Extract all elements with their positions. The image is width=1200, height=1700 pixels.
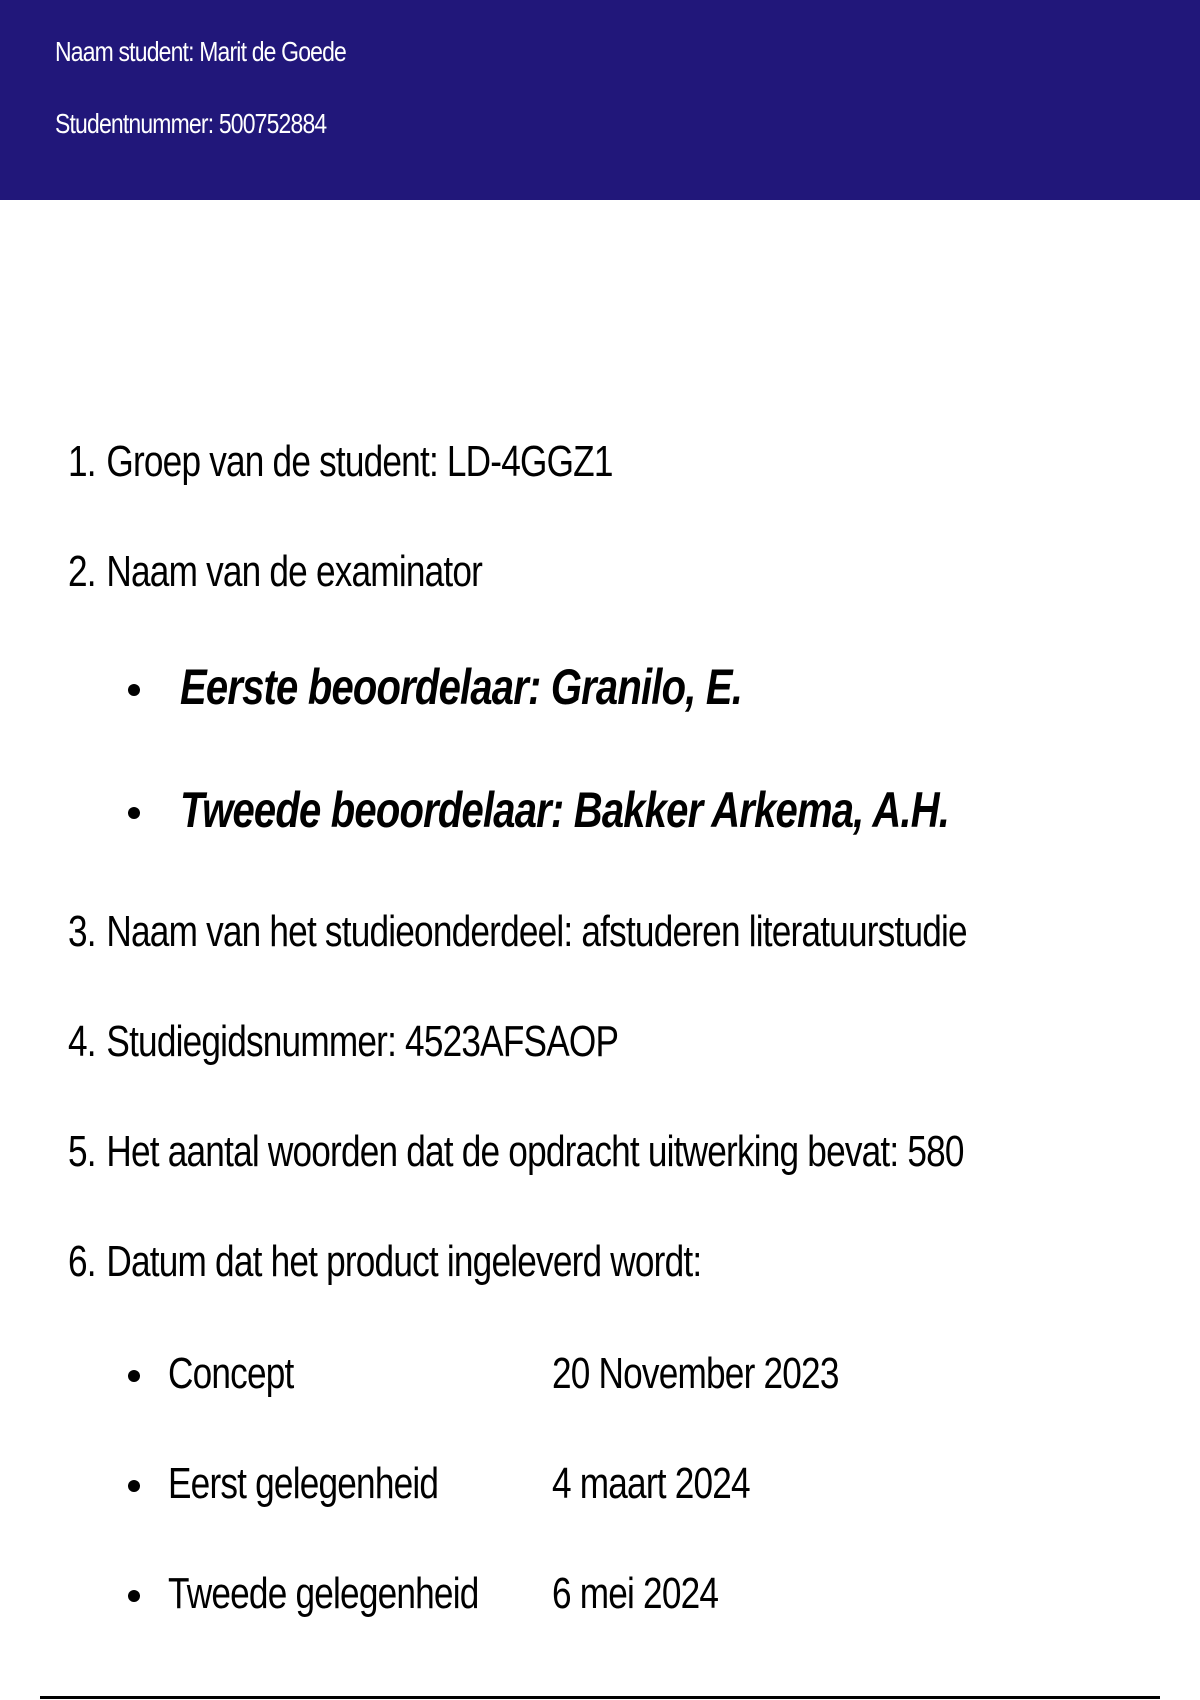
bottom-divider [40, 1696, 1160, 1699]
bullet-icon [128, 1370, 140, 1382]
date-label: Tweede gelegenheid [168, 1569, 479, 1618]
header-band [0, 0, 1200, 200]
bullet-icon [128, 1590, 140, 1602]
student-name: Naam student: Marit de Goede [55, 36, 346, 67]
item-number: 6. [68, 1237, 96, 1286]
item-number: 1. [68, 437, 96, 486]
item-number: 4. [68, 1017, 96, 1066]
student-number: Studentnummer: 500752884 [55, 108, 327, 139]
date-value: 20 November 2023 [552, 1349, 839, 1398]
item-group [68, 437, 613, 486]
bullet-icon [128, 684, 140, 696]
item-word-count [68, 1127, 964, 1176]
item-number: 2. [68, 547, 96, 596]
item-number: 5. [68, 1127, 96, 1176]
date-label: Concept [168, 1349, 294, 1398]
item-text: Naam van de examinator [106, 547, 483, 596]
item-text: Het aantal woorden dat de opdracht uitwerking bevat: 580 [106, 1127, 964, 1176]
item-text: Groep van de student: LD-4GGZ1 [106, 437, 613, 486]
item-study-unit [68, 907, 967, 956]
item-text: Studiegidsnummer: 4523AFSAOP [106, 1017, 619, 1066]
item-text: Naam van het studieonderdeel: afstuderen literatuurstudie [106, 907, 967, 956]
date-label: Eerst gelegenheid [168, 1459, 439, 1508]
item-number: 3. [68, 907, 96, 956]
examiner-text: Tweede beoordelaar: Bakker Arkema, A.H. [180, 782, 950, 838]
date-value: 4 maart 2024 [552, 1459, 750, 1508]
bullet-icon [128, 807, 140, 819]
date-value: 6 mei 2024 [552, 1569, 719, 1618]
examiner-text: Eerste beoordelaar: Granilo, E. [180, 659, 743, 715]
item-guide-number [68, 1017, 619, 1066]
item-examiner [68, 547, 483, 596]
bullet-icon [128, 1480, 140, 1492]
item-text: Datum dat het product ingeleverd wordt: [106, 1237, 702, 1286]
item-submission-date [68, 1237, 702, 1286]
